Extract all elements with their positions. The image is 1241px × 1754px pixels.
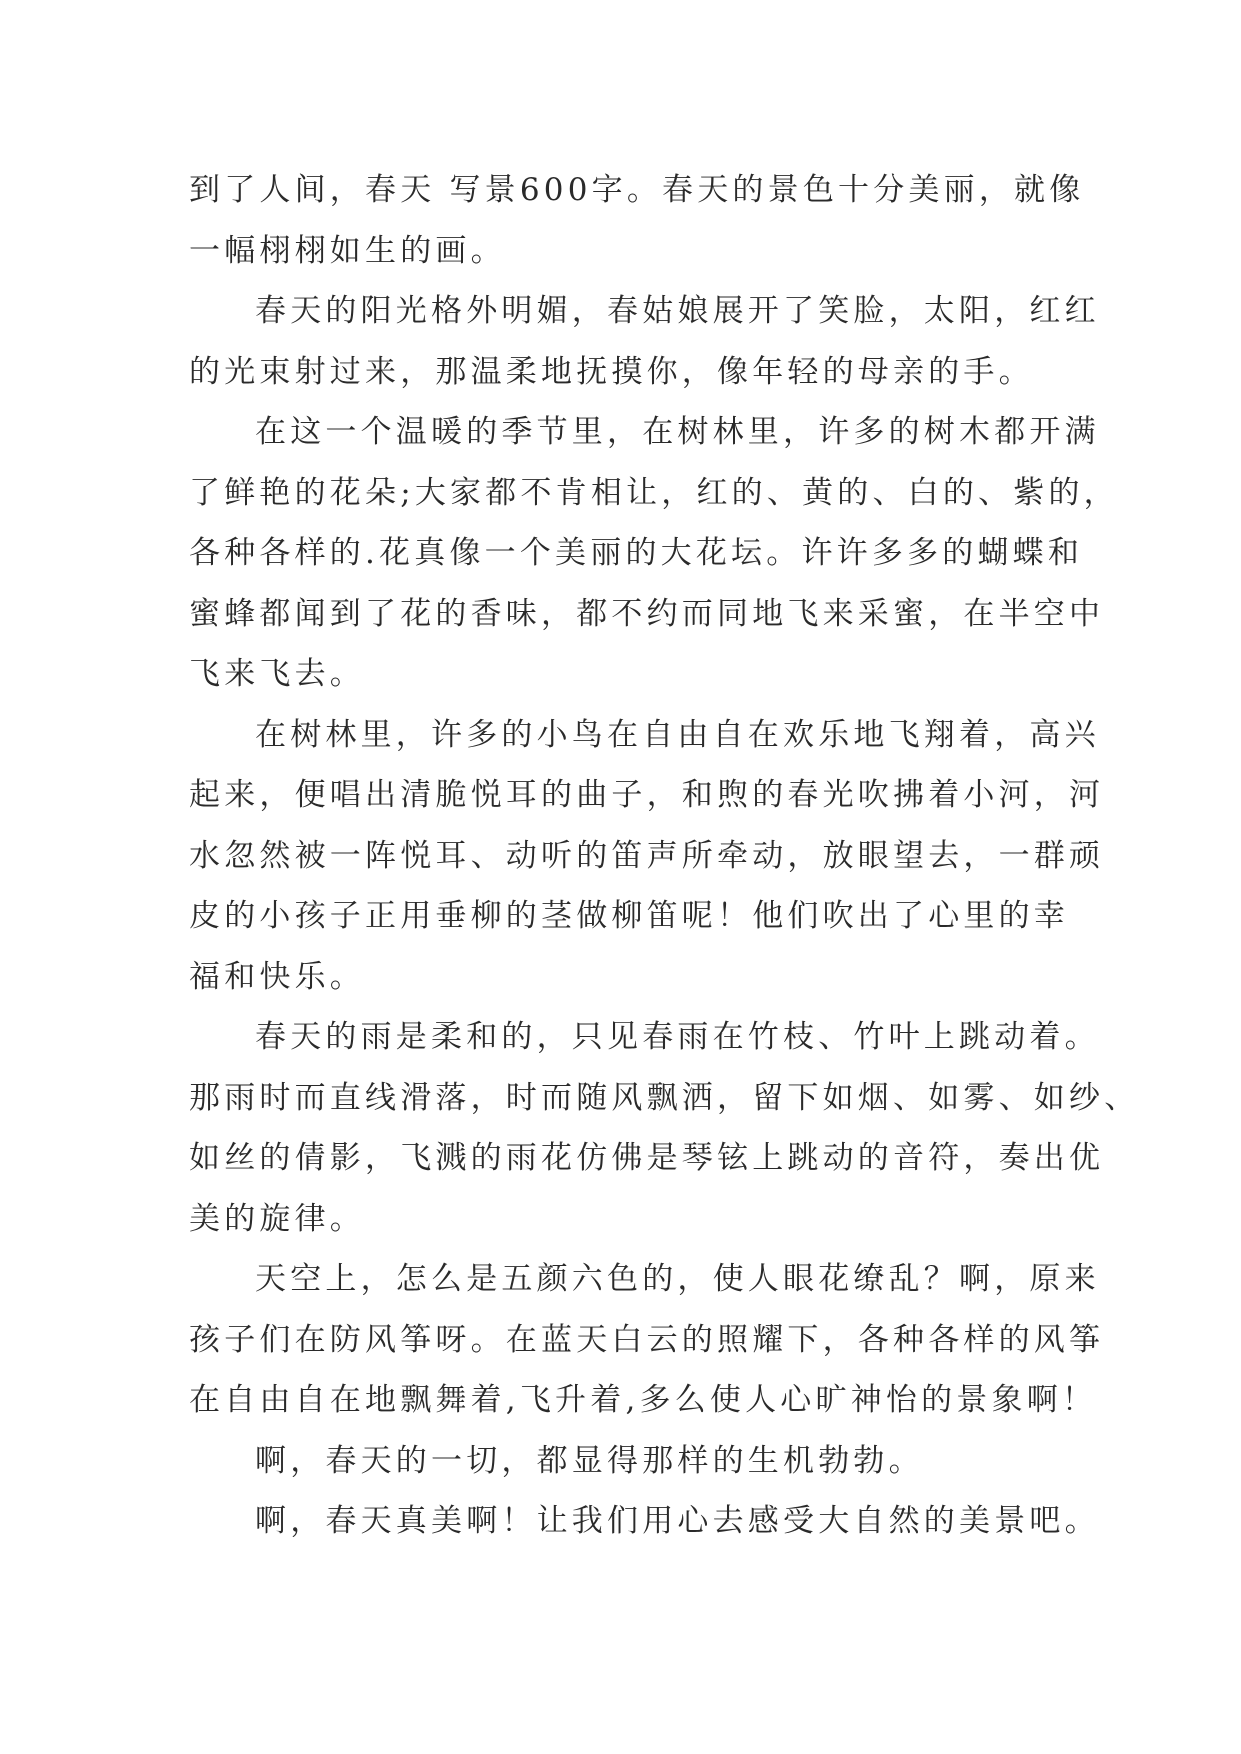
text-line: 在自由自在地飘舞着,飞升着,多么使人心旷神怡的景象啊！	[189, 1382, 1098, 1418]
text-line: 福和快乐。	[189, 958, 365, 995]
text-line: 在这一个温暖的季节里，在树林里，许多的树木都开满	[255, 414, 1100, 450]
text-line: 的光束射过来，那温柔地抚摸你，像年轻的母亲的手。	[189, 353, 1034, 390]
text-line: 啊，春天的一切，都显得那样的生机勃勃。	[255, 1442, 924, 1479]
text-line: 那雨时而直线滑落，时而随风飘洒，留下如烟、如雾、如纱、	[189, 1079, 1140, 1116]
text-line: 了鲜艳的花朵;大家都不肯相让，红的、黄的、白的、紫的，	[189, 474, 1119, 511]
text-line: 孩子们在防风筝呀。在蓝天白云的照耀下，各种各样的风筝	[189, 1321, 1105, 1358]
text-line: 各种各样的.花真像一个美丽的大花坛。许许多多的蝴蝶和	[189, 535, 1084, 571]
text-line: 到了人间，春天 写景600字。春天的景色十分美丽，就像	[189, 172, 1085, 208]
text-line: 啊，春天真美啊！让我们用心去感受大自然的美景吧。	[255, 1503, 1100, 1539]
text-line: 春天的雨是柔和的，只见春雨在竹枝、竹叶上跳动着。	[255, 1019, 1100, 1055]
text-line: 春天的阳光格外明媚，春姑娘展开了笑脸，太阳，红红	[255, 293, 1100, 329]
text-line: 起来，便唱出清脆悦耳的曲子，和煦的春光吹拂着小河，河	[189, 777, 1105, 813]
text-line: 皮的小孩子正用垂柳的茎做柳笛呢！他们吹出了心里的幸	[189, 898, 1069, 934]
text-line: 如丝的倩影，飞溅的雨花仿佛是琴铉上跳动的音符，奏出优	[189, 1140, 1105, 1176]
text-line: 天空上，怎么是五颜六色的，使人眼花缭乱？啊，原来	[255, 1261, 1100, 1297]
text-line: 美的旋律。	[189, 1200, 365, 1237]
text-line: 在树林里，许多的小鸟在自由自在欢乐地飞翔着，高兴	[255, 716, 1100, 753]
text-line: 蜜蜂都闻到了花的香味，都不约而同地飞来采蜜，在半空中	[189, 595, 1105, 632]
text-line: 飞来飞去。	[189, 656, 365, 692]
essay-body	[189, 160, 1140, 1552]
text-line: 一幅栩栩如生的画。	[189, 232, 506, 269]
text-line: 水忽然被一阵悦耳、动听的笛声所牵动，放眼望去，一群顽	[189, 837, 1105, 874]
